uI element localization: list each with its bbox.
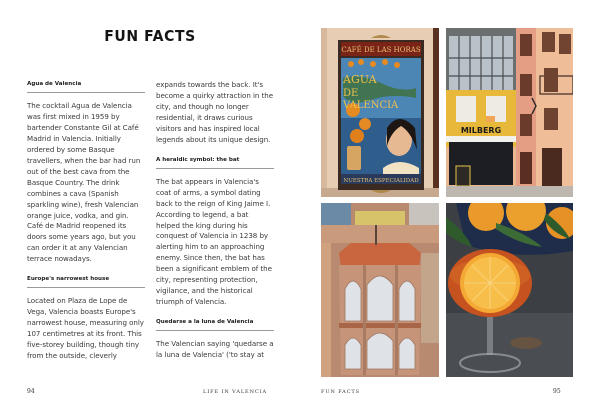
page-number-right: 95 xyxy=(553,388,561,395)
text-column-1 xyxy=(27,80,145,372)
section-body-bat: The bat appears in Valencia's coat of arms, a symbol dating back to the reign of King Jaime I. According to legend, a bat helped the king during his conquest of Valencia in 1238 by alerting him to an approaching enemy. Since then, the bat has been a significant emblem of the city, representing protection, vigilance, and the historical triumph of Valencia. xyxy=(156,176,272,307)
photo-agua-cocktail xyxy=(446,203,573,377)
poster-sign-valencia: VALENCIA xyxy=(343,100,399,111)
photo-cathedral-tower xyxy=(321,203,439,377)
cathedral-image xyxy=(321,203,439,377)
section-heading-bat: A heraldic symbol: the bat xyxy=(156,156,274,169)
poster-sign-top: CAFÉ DE LAS HORAS xyxy=(341,46,421,54)
running-head-left: LIFE IN VALENCIA xyxy=(203,389,267,395)
section-body-agua: The cocktail Agua de Valencia was first mixed in 1959 by bartender Constante Gil at Café Madrid in Valencia. Initially ordered by some Basque travellers, when the bar had run out of the best cava from the Basque Country. The drink combines a cava (Spanish sparkling wine), fresh Valencian orange juice, vodka, and gin. Café de Madrid reopened its doors some years ago, but you can order it at any Valencian terrace nowadays. xyxy=(27,101,141,264)
page-number-left: 94 xyxy=(27,388,35,395)
section-heading-luna: Quedarse a la luna de Valencia xyxy=(156,318,274,331)
facade-image xyxy=(446,28,573,197)
milberg-sign: MILBERG xyxy=(460,126,502,135)
poster-image xyxy=(321,28,439,197)
right-page xyxy=(300,0,600,418)
photo-narrow-house-facade xyxy=(446,28,573,197)
photo-agua-poster xyxy=(321,28,439,197)
poster-sign-agua: AGUA xyxy=(343,73,377,86)
text-column-2 xyxy=(156,80,274,371)
page-title: FUN FACTS xyxy=(104,28,196,46)
poster-sign-bottom: NUESTRA ESPECIALIDAD xyxy=(343,178,419,184)
poster-sign-de: DE xyxy=(343,88,359,99)
section-heading-narrowest-house: Europe's narrowest house xyxy=(27,275,145,288)
section-body-narrowest-house: Located on Plaza de Lope de Vega, Valencia boasts Europe's narrowest house, measuring only 107 centimetres at its front. This five-storey building, though tiny from the outside, cleverly xyxy=(27,296,144,361)
section-heading-agua: Agua de Valencia xyxy=(27,80,145,93)
running-head-right: FUN FACTS xyxy=(321,389,360,395)
section-body-luna: The Valencian saying 'quedarse a la luna de Valencia' ('to stay at xyxy=(156,339,274,360)
section-body-narrowest-house-continued: expands towards the back. It's become a quirky attraction in the city, and though no longer residential, it draws curious visitors and has inspired local legends about its unique design. xyxy=(156,80,274,144)
cocktail-image xyxy=(446,203,573,377)
